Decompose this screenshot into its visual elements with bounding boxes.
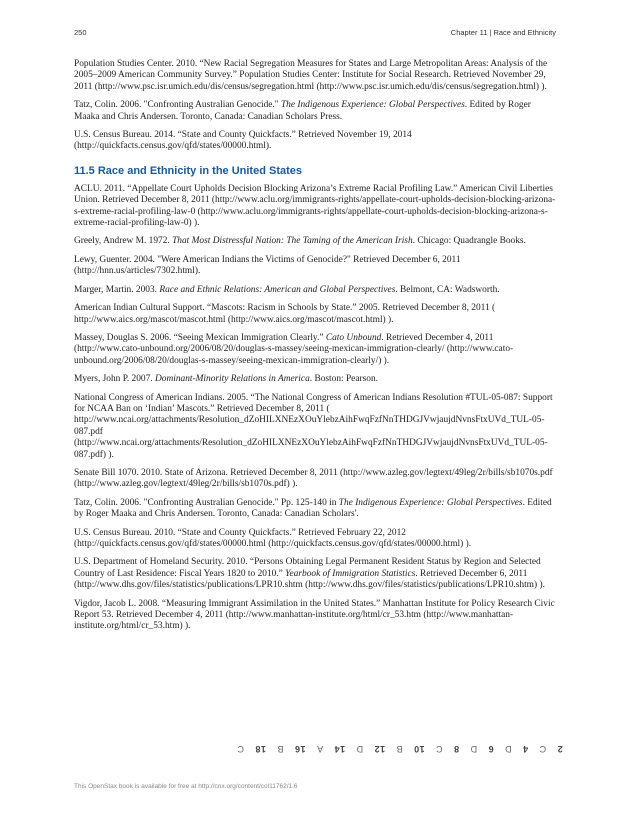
reference-entry [74, 184, 557, 230]
reference-text: . Retrieved December 4, 2011 (http://www.cato-unbound.org/2006/08/20/douglas-s-massey/seeing-mexican-immigration-clearly/ (http://www.cato-unbound.org/2006/08/20/douglas-s-massey/seeing-mexican-immigration-clearly/) ). [74, 332, 514, 366]
reference-entry [74, 303, 557, 326]
registration-code: 12 [374, 744, 386, 754]
references-content [74, 59, 557, 640]
reference-title: Race and Ethnic Relations: American and Global Perspectives [159, 284, 396, 295]
reference-text: Senate Bill 1070. 2010. State of Arizona. Retrieved December 8, 2011 (http://www.azleg.gov/legtext/49leg/2r/bills/sb1070s.pdf (http://www.azleg.gov/legtext/49leg/2r/bills/sb1070s.pdf) ). [74, 467, 553, 490]
registration-code: C [539, 744, 547, 754]
reference-text: U.S. Census Bureau. 2014. “State and County Quickfacts.” Retrieved November 19, 2014 (http://quickfacts.census.gov/qfd/states/00000.html). [74, 130, 412, 152]
reference-entry [74, 498, 557, 521]
reference-text: Lewy, Guenter. 2004. "Were American Indians the Victims of Genocide?" Retrieved December 6, 2011 (http://hnn.us/articles/7302.html). [74, 254, 461, 277]
reference-text: . Chicago: Quadrangle Books. [412, 236, 526, 247]
reference-text: Population Studies Center. 2010. “New Racial Segregation Measures for States and Large Metropolitan Areas: Analysis of the 2005–2009 American Community Survey.” Population Studies Center: Institute for Social Research. Retrieved November 29, 2011 (http://www.psc.isr.umich.edu/dis/census/segregation.html (http://www.psc.isr.umich.edu/dis/census/segregation.html) ). [74, 59, 548, 92]
reference-text: Tatz, Colin. 2006. "Confronting Australian Genocide." [74, 100, 281, 111]
reference-text: . Edited by Roger Maaka and Chris Andersen. Toronto, Canada: Canadian Scholars'. [74, 497, 552, 520]
registration-code: 6 [488, 744, 494, 754]
reference-text: Vigdor, Jacob L. 2008. “Measuring Immigrant Assimilation in the United States.” Manhattan Institute for Policy Research Civic Report 53. Retrieved December 4, 2011 (http://www.manhattan-institute.org/html/cr_53.htm (http://www.manhattan-institute.org/html/cr_53.htm) ). [74, 598, 555, 632]
reference-text: Myers, John P. 2007. [74, 374, 155, 385]
reference-text: . Retrieved December 6, 2011 (http://www.dhs.gov/files/statistics/publications/LPR10.shtm (http://www.dhs.gov/files/statistics/publications/LPR10.shtm) ). [74, 568, 545, 591]
references-list-section [74, 184, 557, 633]
registration-code: 8 [453, 744, 460, 754]
reference-entry [74, 59, 557, 93]
reference-title: Cato Unbound [325, 332, 382, 343]
print-registration-codes [226, 744, 563, 754]
registration-code: 18 [255, 744, 267, 754]
reference-text: Greely, Andrew M. 1972. [74, 236, 173, 247]
page-number: 250 [74, 28, 87, 37]
reference-title: Yearbook of Immigration Statistics [285, 568, 416, 579]
reference-text: Massey, Douglas S. 2006. “Seeing Mexican Immigration Clearly.” [74, 332, 326, 343]
registration-code: C [237, 744, 244, 754]
references-list-top [74, 59, 557, 153]
reference-entry [74, 599, 557, 633]
reference-text: U.S. Census Bureau. 2010. “State and County Quickfacts.” Retrieved February 22, 2012 (http://quickfacts.census.gov/qfd/states/00000.html (http://quickfacts.census.gov/qfd/states/00000.html) ). [74, 527, 472, 549]
reference-text: . Edited by Roger Maaka and Chris Andersen. Toronto, Canada: Canadian Scholars Press. [74, 100, 531, 122]
reference-text: . Boston: Pearson. [309, 374, 378, 385]
reference-text: National Congress of American Indians. 2005. “The National Congress of American Indians Resolution #TUL-05-087: Support for NCAA Ban on ‘Indian’ Mascots.” Retrieved December 8, 2011 ( http://www.ncai.org/attachments/Resolution_dZoHILXNEzXOuYlebzAihFwqFzfNnTHDGJVwjaujdNvnsFtxUVd_TUL-05-087.pdf (http://www.ncai.org/attachments/Resolution_dZoHILXNEzXOuYlebzAihFwqFzfNnTHDGJVwjaujdNvnsFtxUVd_TUL-05-087.pdf) ). [74, 392, 553, 460]
registration-code: 14 [334, 744, 346, 754]
reference-entry [74, 130, 557, 153]
registration-code: B [277, 744, 284, 754]
reference-title: The Indigenous Experience: Global Perspectives [338, 497, 523, 508]
reference-entry [74, 236, 557, 247]
reference-entry [74, 100, 557, 123]
reference-text: Marger, Martin. 2003. [74, 284, 160, 295]
page-header [74, 28, 556, 40]
registration-code: 4 [522, 744, 529, 754]
reference-entry [74, 285, 557, 296]
reference-entry [74, 557, 557, 591]
reference-title: Dominant-Minority Relations in America [155, 374, 310, 385]
section-heading: 11.5 Race and Ethnicity in the United States [74, 164, 303, 177]
registration-code: A [316, 744, 324, 754]
registration-code: 16 [294, 744, 306, 754]
registration-code: D [356, 744, 364, 754]
registration-code: 2 [557, 744, 563, 754]
reference-text: ACLU. 2011. “Appellate Court Upholds Decision Blocking Arizona’s Extreme Racial Profiling Law.” American Civil Liberties Union. Retrieved December 8, 2011 (http://www.aclu.org/immigrants-rights/appellate-court-upholds-decision-blocking-arizona-s-extreme-racial-profiling-law-0 (http://www.aclu.org/immigrants-rights/appellate-court-upholds-decision-blocking-arizona-s-extreme-racial-profiling-law-0) ). [74, 183, 556, 229]
registration-code: D [470, 744, 478, 754]
registration-code: 10 [413, 744, 425, 754]
reference-text: American Indian Cultural Support. “Mascots: Racism in Schools by State.” 2005. Retrieved December 8, 2011 ( http://www.aics.org/mascot/mascot.html (http://www.aics.org/mascot/mascot.html) ). [74, 303, 496, 325]
reference-text: U.S. Department of Homeland Security. 2010. “Persons Obtaining Legal Permanent Resident Status by Region and Selected Country of Last Residence: Fiscal Years 1820 to 2010.” [74, 557, 541, 579]
registration-code: B [396, 744, 403, 754]
reference-entry [74, 333, 557, 367]
reference-entry [74, 528, 557, 551]
registration-code: C [435, 744, 443, 754]
reference-entry [74, 468, 557, 491]
reference-entry [74, 374, 557, 385]
reference-text: Tatz, Colin. 2006. "Confronting Australian Genocide." Pp. 125-140 in [74, 497, 339, 508]
footer-note: This OpenStax book is available for free at http://cnx.org/content/col11762/1.6 [74, 783, 298, 790]
reference-entry [74, 255, 557, 278]
reference-entry [74, 393, 557, 461]
reference-text: . Belmont, CA: Wadsworth. [395, 284, 500, 295]
reference-title: The Indigenous Experience: Global Perspectives [280, 100, 465, 111]
chapter-title: Chapter 11 | Race and Ethnicity [450, 28, 556, 37]
registration-code: D [504, 744, 512, 754]
reference-title: That Most Distressful Nation: The Taming of the American Irish [172, 236, 413, 247]
